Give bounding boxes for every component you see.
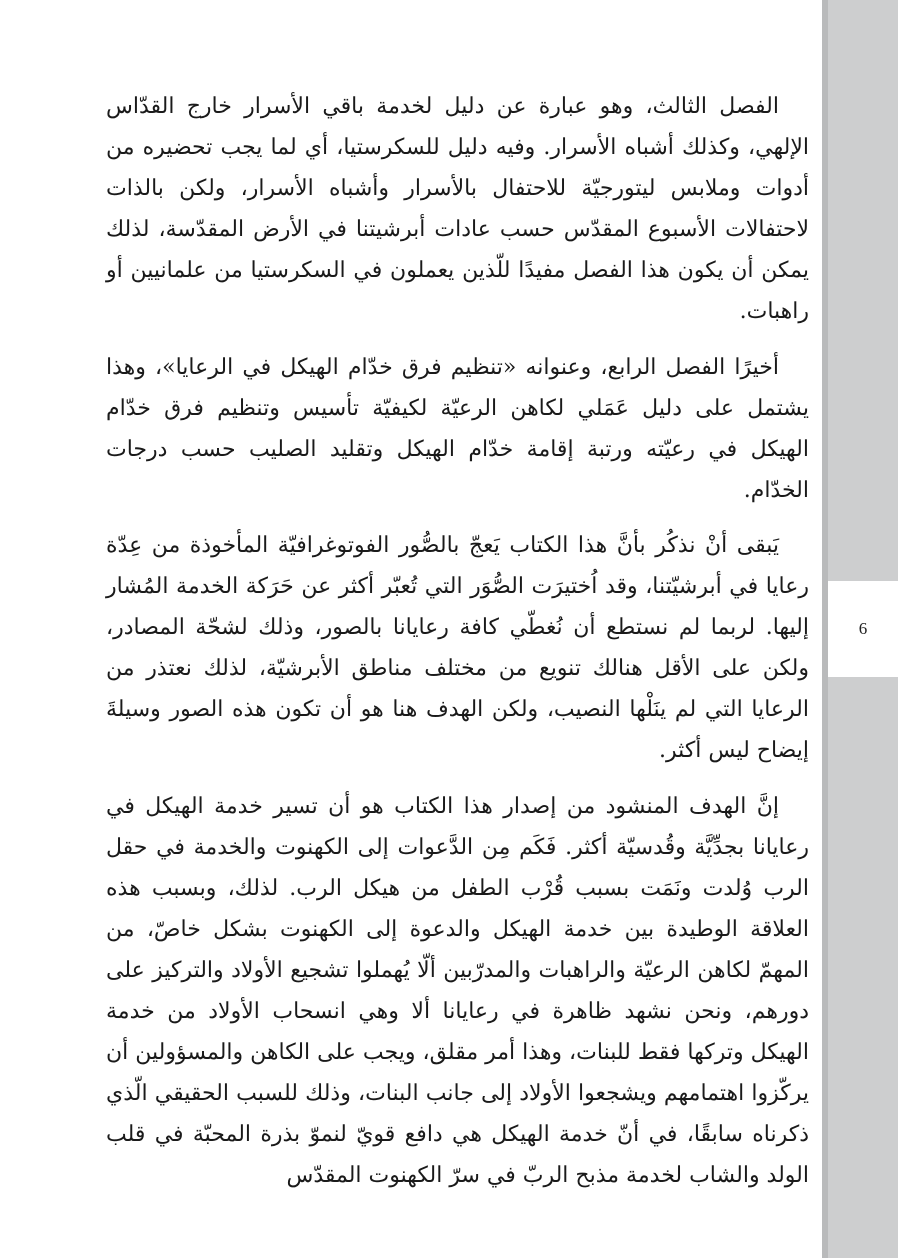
page-text	[106, 86, 809, 1196]
paragraph-book-goal: إنَّ الهدف المنشود من إصدار هذا الكتاب هو أن تسير خدمة الهيكل في رعايانا بجدِّيَّة وقُدسيّة أكثر. فَكَم مِن الدَّعوات إلى الكهنوت والخدمة في حقل الرب وُلدت ونَمَت بسبب قُرْب الطفل من هيكل الرب. لذلك، وبسبب هذه العلاقة الوطيدة بين خدمة الهيكل والدعوة إلى الكهنوت بشكل خاصّ، من المهمّ لكاهن الرعيّة والراهبات والمدرّبين ألّا يُهملوا تشجيع الأولاد والتركيز على دورهم، ونحن نشهد ظاهرة في رعايانا ألا وهي انسحاب الأولاد من خدمة الهيكل وتركها فقط للبنات، وهذا أمر مقلق، ويجب على الكاهن والمسؤولين أن يركّزوا اهتمامهم ويشجعوا الأولاد إلى جانب البنات، وذلك للسبب الحقيقي الّذي ذكرناه سابقًا، في أنّ خدمة الهيكل هي دافع قويّ لنموّ بذرة المحبّة في قلب الولد والشاب لخدمة مذبح الربّ في سرّ الكهنوت المقدّس	[106, 793, 809, 1189]
paragraph-chapter-three: الفصل الثالث، وهو عبارة عن دليل لخدمة باقي الأسرار خارج القدّاس الإلهي، وكذلك أشباه الأسرار. وفيه دليل للسكرستيا، أي لما يجب تحضيره من أدوات وملابس ليتورجيّة للاحتفال بالأسرار وأشباه الأسرار، ولكن بالذات لاحتفالات الأسبوع المقدّس حسب عادات أبرشيتنا في الأرض المقدّسة، لذلك يمكن أن يكون هذا الفصل مفيدًا للّذين يعملون في السكرستيا من علمانيين أو راهبات.	[106, 94, 809, 325]
page-number: 6	[858, 619, 868, 638]
paragraph-photographs: يَبقى أنْ نذكُر بأنَّ هذا الكتاب يَعجّ بالصُّور الفوتوغرافيّة المأخوذة من عِدّة رعايا في أبرشيّتنا، وقد اُختيرَت الصُّوَر التي تُعبّر أكثر عن حَرَكة الخدمة المُشار إليها. لربما لم نستطع أن نُغطّي كافة رعايانا بالصور، وذلك لشحّة المصادر، ولكن على الأقل هنالك تنويع من مختلف مناطق الأبرشيّة، لذلك نعتذر من الرعايا التي لم ينَلْها النصيب، ولكن الهدف هنا هو أن تكون هذه الصور وسيلةَ إيضاح ليس أكثر.	[106, 532, 809, 764]
paragraph-chapter-four: أخيرًا الفصل الرابع، وعنوانه «تنظيم فرق خدّام الهيكل في الرعايا»، وهذا يشتمل على دليل عَمَلي لكاهن الرعيّة لكيفيّة تأسيس وتنظيم فرق خدّام الهيكل في رعيّته ورتبة إقامة خدّام الهيكل وتقليد الصليب حسب درجات الخدّام.	[106, 354, 809, 503]
page-number-box	[828, 581, 898, 677]
